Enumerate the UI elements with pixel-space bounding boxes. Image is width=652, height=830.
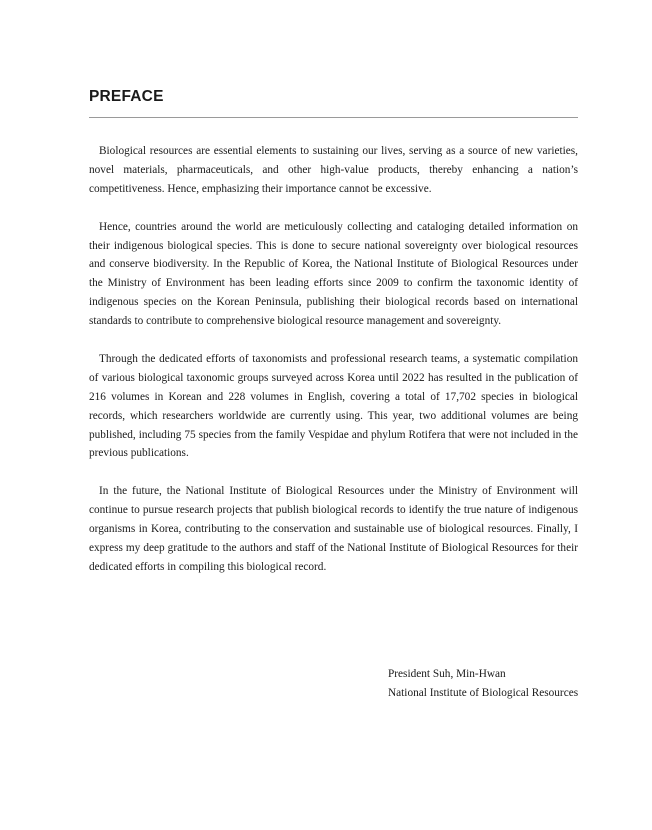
signatory-name: President Suh, Min-Hwan bbox=[388, 668, 506, 680]
title-divider bbox=[89, 117, 578, 118]
paragraph-4: In the future, the National Institute of Biological Resources under the Ministry of Environment will continue to pursue research projects that publish biological records to identify the true nature of indigenous organisms in Korea, contributing to the conservation and sustainable use of biological resources. Finally, I express my deep gratitude to the authors and staff of the National Institute of Biological Resources for their dedicated efforts in compiling this biological record. bbox=[89, 485, 578, 573]
signatory-organization: National Institute of Biological Resources bbox=[388, 687, 579, 699]
paragraph-1: Biological resources are essential elements to sustaining our lives, serving as a source of new varieties, novel materials, pharmaceuticals, and other high-value products, thereby enhancing a nation’s competitiveness. Hence, emphasizing their importance cannot be excessive. bbox=[89, 145, 578, 195]
signature-block bbox=[388, 665, 578, 703]
paragraph-3: Through the dedicated efforts of taxonomists and professional research teams, a systematic compilation of various biological taxonomic groups surveyed across Korea until 2022 has resulted in the publication of 216 volumes in Korean and 228 volumes in English, covering a total of 17,702 species in biological records, which researchers worldwide are currently using. This year, two additional volumes are being published, including 75 species from the family Vespidae and phylum Rotifera that were not included in the previous publications. bbox=[89, 352, 578, 460]
document-page bbox=[89, 86, 578, 596]
preface-body bbox=[89, 142, 578, 577]
page-title: PREFACE bbox=[89, 88, 164, 105]
paragraph-2: Hence, countries around the world are meticulously collecting and cataloging detailed information on their indigenous biological species. This is done to secure national sovereignty over biological resources and conserve biodiversity. In the Republic of Korea, the National Institute of Biological Resources under the Ministry of Environment has been leading efforts since 2009 to confirm the taxonomic identity of indigenous species on the Korean Peninsula, publishing their biological records based on international standards to contribute to comprehensive biological resource management and sovereignty. bbox=[89, 220, 578, 328]
